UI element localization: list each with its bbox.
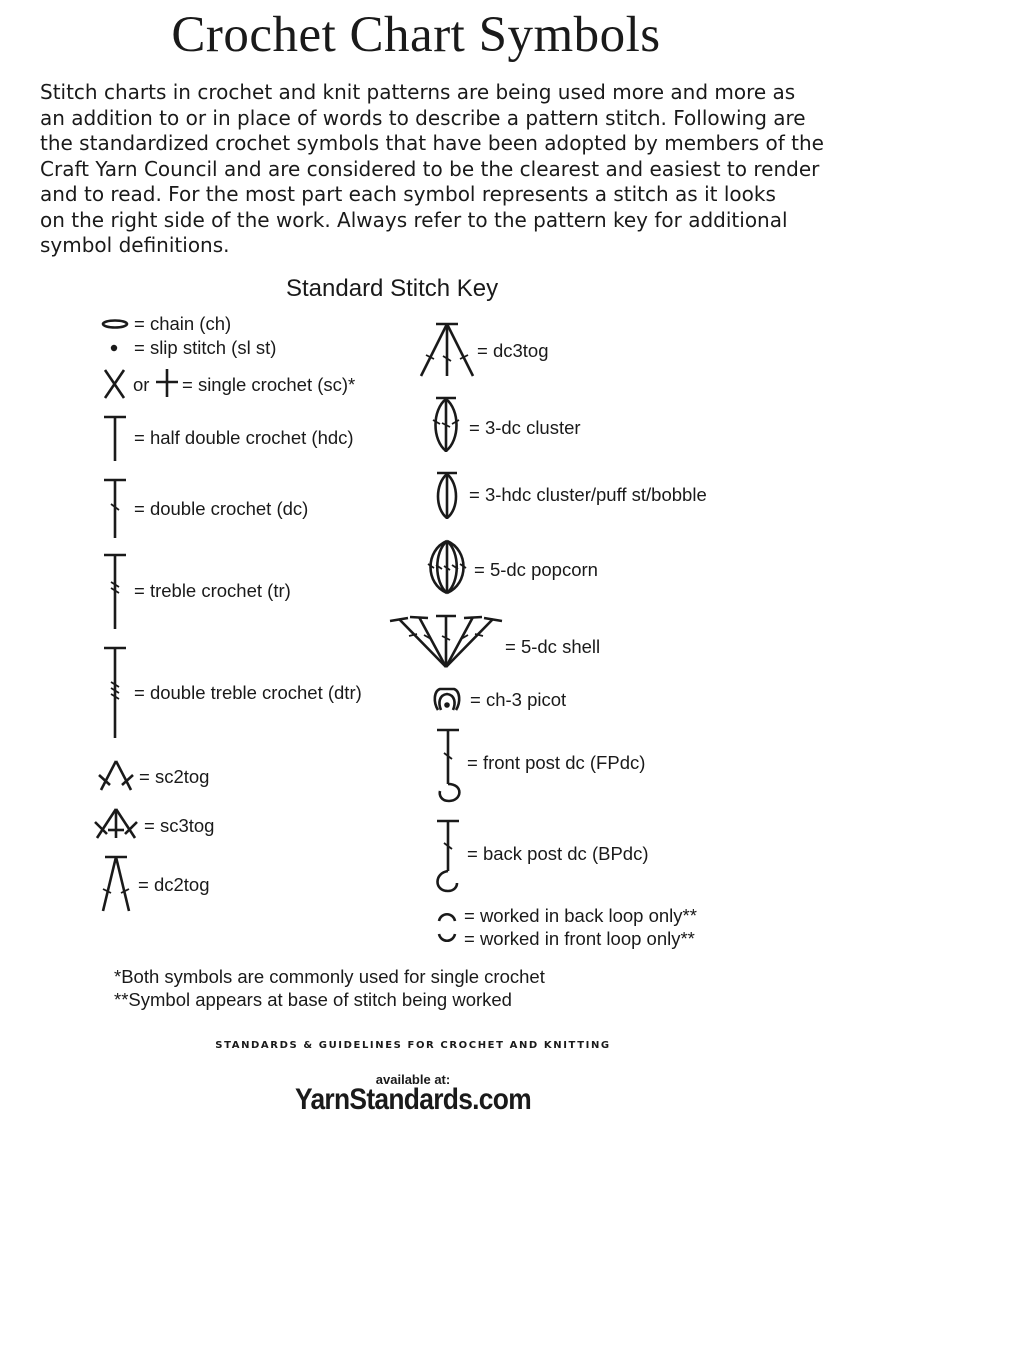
stitch-key-title: Standard Stitch Key [286, 275, 499, 302]
intro-line: and to read. For the most part each symbol represents a stitch as it looks [40, 182, 776, 206]
footnote-double: **Symbol appears at base of stitch being worked [114, 989, 512, 1010]
double-crochet-label: = double crochet (dc) [134, 498, 309, 519]
intro-line: an addition to or in place of words to describe a pattern stitch. Following are [40, 105, 806, 130]
dc3tog-label: = dc3tog [477, 340, 549, 361]
shell-label: = 5-dc shell [505, 636, 601, 657]
three-hdc-cluster-icon [432, 471, 462, 521]
sc3tog-icon [93, 807, 139, 841]
treble-crochet-icon [103, 553, 127, 631]
chain-icon [100, 316, 130, 332]
intro-line: the standardized crochet symbols that have been adopted by members of the [40, 131, 824, 155]
intro-line: Stitch charts in crochet and knit patterns are being used more and more as [40, 80, 796, 104]
half-double-crochet-label: = half double crochet (hdc) [134, 427, 354, 448]
intro-line: symbol definitions. [40, 233, 230, 257]
single-crochet-or: or [133, 374, 150, 395]
three-dc-cluster-icon [430, 396, 462, 454]
half-double-crochet-icon [103, 415, 127, 463]
double-crochet-icon [103, 478, 127, 540]
dc2tog-icon [99, 855, 133, 913]
picot-icon [432, 686, 462, 712]
front-post-dc-label: = front post dc (FPdc) [467, 752, 646, 773]
front-post-dc-icon [434, 728, 464, 804]
intro-line: on the right side of the work. Always refer to the pattern key for additional [40, 207, 788, 232]
shell-icon [388, 613, 504, 669]
popcorn-label: = 5-dc popcorn [474, 559, 598, 580]
page-title: Crochet Chart Symbols [171, 7, 661, 63]
dc2tog-label: = dc2tog [138, 874, 210, 895]
single-crochet-plus-icon [155, 369, 179, 397]
intro-paragraph [40, 80, 824, 259]
dc3tog-icon [418, 322, 476, 378]
site-link[interactable]: YarnStandards.com [294, 1083, 531, 1116]
back-loop-label: = worked in back loop only** [464, 905, 697, 926]
sc2tog-icon [96, 758, 136, 794]
double-treble-crochet-icon [103, 646, 127, 740]
popcorn-icon [425, 538, 469, 596]
sc3tog-label: = sc3tog [144, 815, 215, 836]
standards-heading: STANDARDS & GUIDELINES FOR CROCHET AND KNITTING [215, 1040, 611, 1051]
front-loop-label: = worked in front loop only** [464, 928, 695, 949]
sc2tog-label: = sc2tog [139, 766, 210, 787]
back-post-dc-icon [434, 819, 464, 895]
slip-stitch-icon [106, 340, 122, 356]
back-post-dc-label: = back post dc (BPdc) [467, 843, 649, 864]
front-loop-icon [436, 932, 458, 946]
intro-line: Craft Yarn Council and are considered to be the clearest and easiest to render [40, 156, 820, 181]
double-treble-crochet-label: = double treble crochet (dtr) [134, 682, 362, 703]
single-crochet-x-icon [102, 368, 128, 400]
three-dc-cluster-label: = 3-dc cluster [469, 417, 581, 438]
three-hdc-cluster-label: = 3-hdc cluster/puff st/bobble [469, 484, 707, 505]
picot-label: = ch-3 picot [470, 689, 567, 710]
slip-stitch-label: = slip stitch (sl st) [134, 337, 277, 358]
available-at: available at: [375, 1072, 451, 1087]
back-loop-icon [436, 909, 458, 923]
chain-label: = chain (ch) [134, 313, 232, 334]
treble-crochet-label: = treble crochet (tr) [134, 580, 291, 601]
footnote-single: *Both symbols are commonly used for single crochet [114, 966, 545, 987]
single-crochet-label: = single crochet (sc)* [182, 374, 356, 395]
